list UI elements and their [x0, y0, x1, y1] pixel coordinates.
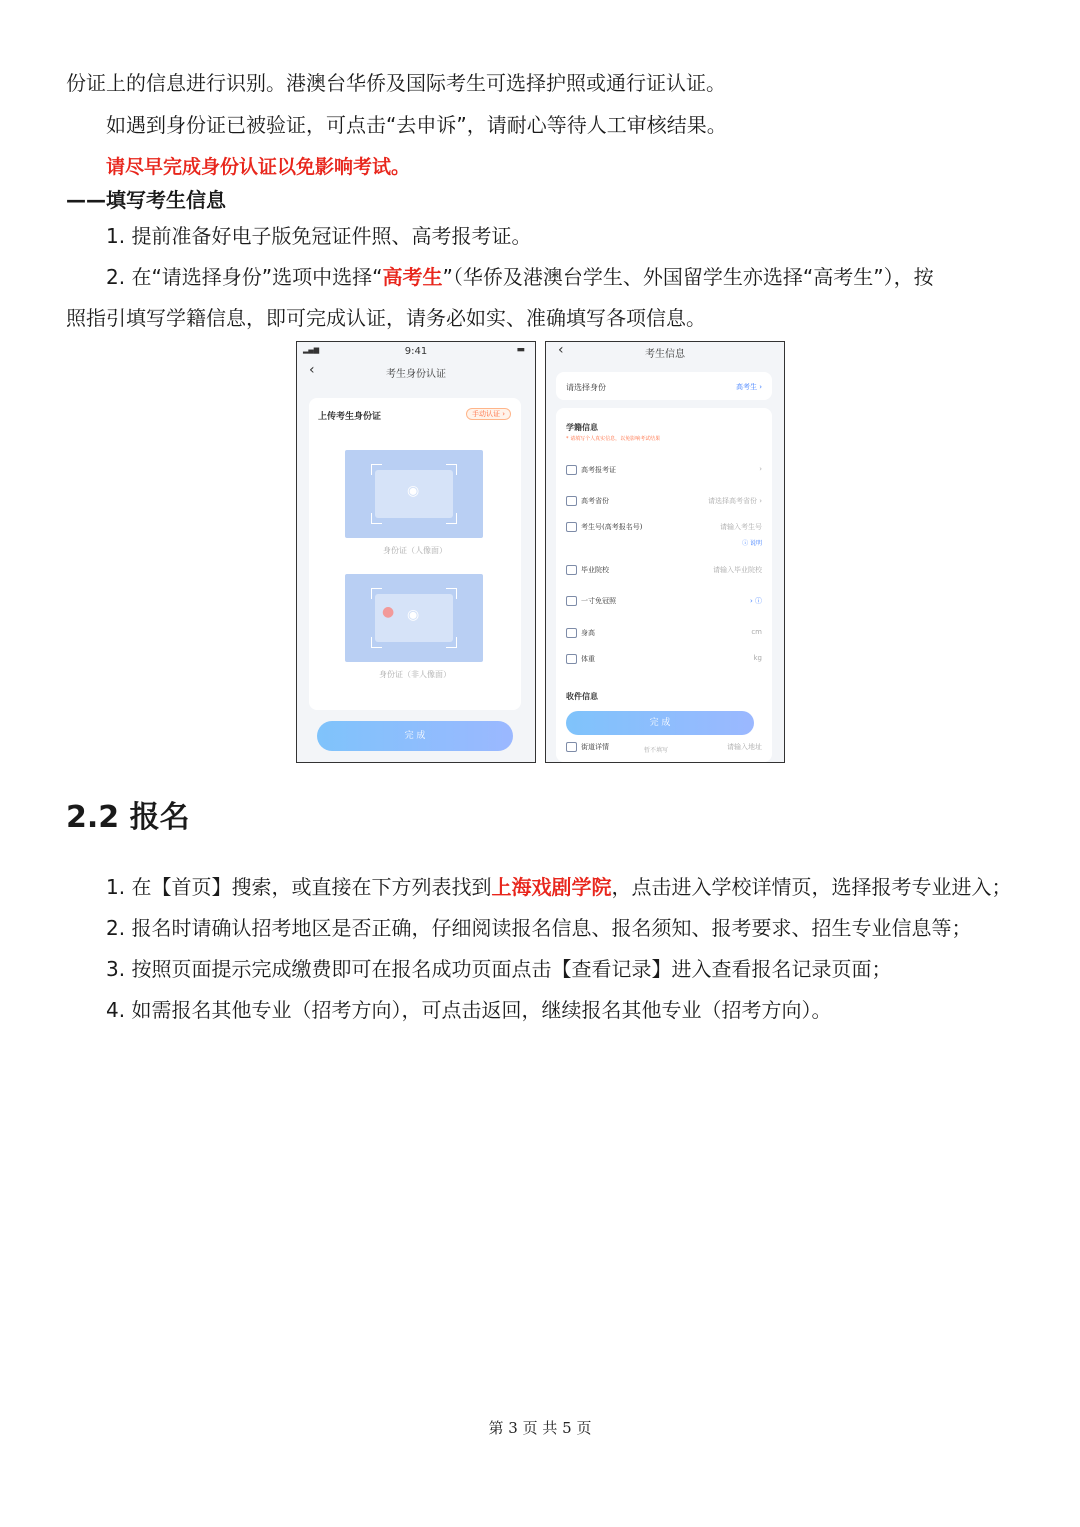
weight-icon	[566, 654, 577, 664]
exam-card-icon	[566, 465, 577, 475]
phone-screenshot-student-info	[545, 341, 785, 763]
photo-icon	[566, 596, 577, 606]
highlight-text: 上海戏剧学院	[491, 875, 612, 899]
street-hint: 暂不填写	[644, 747, 669, 754]
highlight-text: 高考生	[382, 265, 443, 289]
row-label: 高考报考证	[581, 466, 616, 474]
row-label: 街道详情	[581, 743, 609, 751]
list-item: 3. 按照页面提示完成缴费即可在报名成功页面点击【查看记录】进入查看报名记录页面；	[106, 957, 892, 981]
mail-section-title: 收件信息	[566, 692, 598, 701]
list-item	[106, 263, 934, 291]
camera-icon: ◉	[407, 607, 420, 623]
row-value[interactable]: 请输入考生号	[720, 523, 762, 531]
warning-text: 请尽早完成身份认证以免影响考试。	[106, 156, 411, 178]
paragraph-line: 份证上的信息进行识别。港澳台华侨及国际考生可选择护照或通行证认证。	[66, 71, 726, 95]
list-item: 2. 报名时请确认招考地区是否正确，仔细阅读报名信息、报名须知、报考要求、招生专业信息等；	[106, 916, 972, 940]
list-item: 1. 提前准备好电子版免冠证件照、高考报考证。	[106, 224, 532, 248]
id-number-icon	[566, 522, 577, 532]
frame-corner	[371, 513, 382, 524]
id-back-caption: 身份证（非人像面）	[379, 670, 451, 679]
list-item: 4. 如需报名其他专业（招考方向），可点击返回，继续报名其他专业（招考方向）。	[106, 998, 832, 1022]
row-value[interactable]: 请输入毕业院校	[713, 566, 762, 574]
row-value[interactable]: cm	[751, 628, 762, 636]
row-label: 身高	[581, 629, 595, 637]
row-label: 毕业院校	[581, 566, 609, 574]
row-value[interactable]: 请输入地址	[727, 743, 762, 751]
student-info-card	[556, 408, 772, 762]
province-icon	[566, 496, 577, 506]
subheading: ——填写考生信息	[66, 188, 226, 212]
screen-title: 考生身份认证	[386, 369, 446, 380]
battery-icon: ▬	[516, 345, 525, 355]
frame-corner	[371, 637, 382, 648]
signal-icon: ▂▄▆	[303, 346, 320, 354]
row-label: 一寸免冠照	[581, 597, 616, 605]
back-icon[interactable]: ‹	[558, 342, 564, 358]
row-label: 体重	[581, 655, 595, 663]
page-footer: 第 3 页 共 5 页	[488, 1419, 592, 1437]
row-value[interactable]: 请选择高考省份 ›	[707, 497, 762, 505]
done-button[interactable]: 完 成	[317, 721, 513, 751]
frame-corner	[446, 637, 457, 648]
frame-corner	[446, 513, 457, 524]
screen-title: 考生信息	[645, 349, 685, 360]
upload-card	[309, 398, 521, 710]
frame-corner	[446, 588, 457, 599]
frame-corner	[371, 464, 382, 475]
list-item-text: ”（华侨及港澳台学生、外国留学生亦选择“高考生”），按	[442, 265, 934, 289]
paragraph-line: 照指引填写学籍信息，即可完成认证，请务必如实、准确填写各项信息。	[66, 306, 706, 330]
manual-auth-badge[interactable]: 手动认证 ›	[466, 408, 511, 420]
row-value[interactable]: › ⓘ	[749, 597, 762, 605]
back-icon[interactable]: ‹	[309, 362, 315, 378]
section-title: 学籍信息	[566, 423, 598, 432]
section-note: * 请填写个人真实信息，以免影响考试结果	[566, 436, 661, 442]
list-item-text: 2. 在“请选择身份”选项中选择“	[106, 265, 383, 289]
phone-screenshot-id-auth	[296, 341, 536, 763]
row-label: 考生号(高考报名号)	[581, 523, 643, 531]
camera-icon: ◉	[407, 483, 420, 499]
status-time: 9:41	[404, 346, 428, 357]
id-front-caption: 身份证（人像面）	[383, 546, 447, 555]
id-front-upload[interactable]	[345, 450, 483, 538]
paragraph-line: 如遇到身份证已被验证，可点击“去申诉”，请耐心等待人工审核结果。	[106, 113, 727, 137]
emblem-icon: ●	[382, 604, 395, 620]
list-item-text: ，点击进入学校详情页，选择报考专业进入；	[611, 875, 1012, 899]
street-icon	[566, 742, 577, 752]
frame-corner	[371, 588, 382, 599]
section-heading: 2.2 报名	[66, 800, 190, 835]
frame-corner	[446, 464, 457, 475]
row-label: 高考省份	[581, 497, 609, 505]
identity-select[interactable]	[556, 372, 772, 400]
row-value[interactable]: kg	[753, 654, 762, 662]
row-value[interactable]: ›	[759, 465, 762, 473]
upload-title: 上传考生身份证	[318, 412, 382, 422]
school-icon	[566, 565, 577, 575]
id-back-upload[interactable]	[345, 574, 483, 662]
done-button[interactable]: 完 成	[566, 711, 754, 735]
list-item-text: 1. 在【首页】搜索，或直接在下方列表找到	[106, 875, 492, 899]
list-item	[106, 873, 1011, 901]
explain-link[interactable]: ⓘ 说明	[742, 540, 762, 547]
identity-value: 高考生 ›	[735, 383, 762, 391]
height-icon	[566, 628, 577, 638]
identity-label: 请选择身份	[566, 383, 606, 392]
